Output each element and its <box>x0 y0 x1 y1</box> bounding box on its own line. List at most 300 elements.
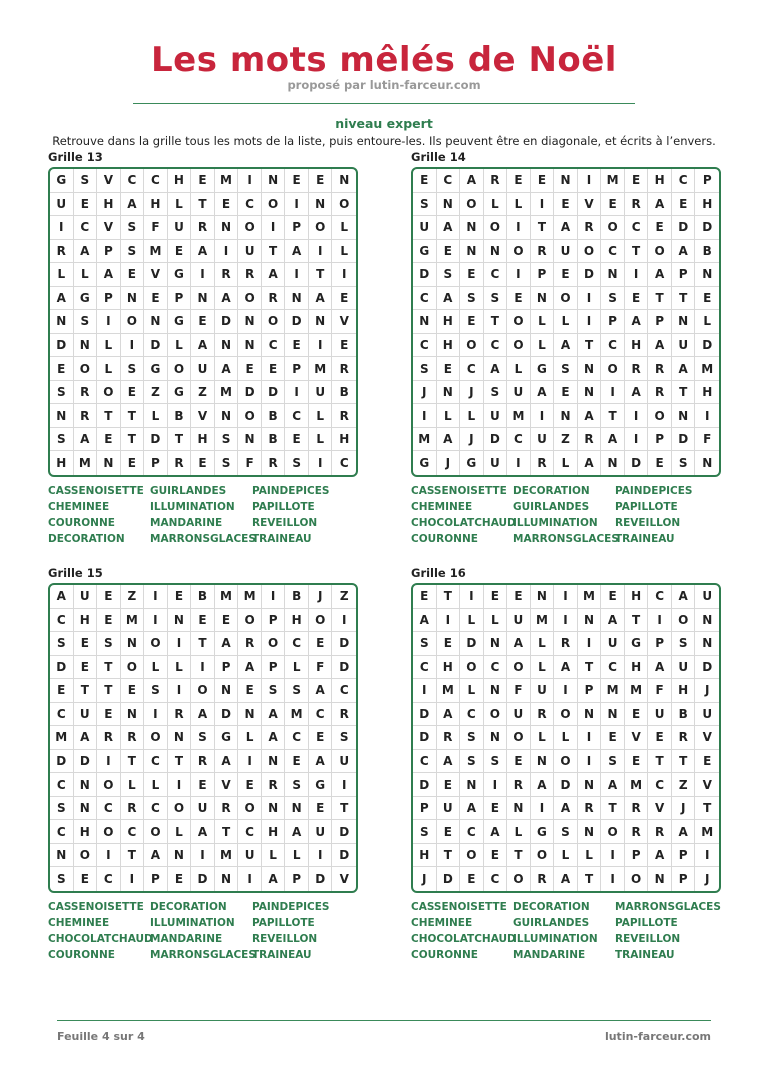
grid-cell[interactable]: C <box>285 632 309 656</box>
grid-cell[interactable]: E <box>191 451 215 475</box>
grid-cell[interactable]: E <box>460 263 484 287</box>
grid-cell[interactable]: R <box>121 797 145 821</box>
grid-cell[interactable]: I <box>484 773 508 797</box>
grid-cell[interactable]: E <box>121 451 145 475</box>
grid-cell[interactable]: S <box>215 428 239 452</box>
grid-cell[interactable]: B <box>168 404 192 428</box>
grid-cell[interactable]: E <box>484 844 508 868</box>
grid-cell[interactable]: C <box>460 357 484 381</box>
grid-cell[interactable]: A <box>309 287 333 311</box>
grid-cell[interactable]: V <box>625 726 649 750</box>
grid-cell[interactable]: T <box>531 216 555 240</box>
grid-cell[interactable]: I <box>648 609 672 633</box>
grid-cell[interactable]: T <box>601 797 625 821</box>
grid-cell[interactable]: E <box>238 357 262 381</box>
grid-cell[interactable]: L <box>50 263 74 287</box>
grid-cell[interactable]: T <box>309 263 333 287</box>
grid-cell[interactable]: N <box>437 193 461 217</box>
grid-cell[interactable]: A <box>74 726 98 750</box>
grid-cell[interactable]: D <box>413 703 437 727</box>
grid-cell[interactable]: E <box>648 451 672 475</box>
grid-cell[interactable]: R <box>238 263 262 287</box>
grid-cell[interactable]: P <box>168 287 192 311</box>
grid-cell[interactable]: N <box>309 193 333 217</box>
grid-cell[interactable]: H <box>74 609 98 633</box>
grid-cell[interactable]: L <box>507 820 531 844</box>
grid-cell[interactable]: I <box>309 334 333 358</box>
grid-cell[interactable]: F <box>695 428 719 452</box>
grid-cell[interactable]: T <box>121 750 145 774</box>
grid-cell[interactable]: I <box>332 773 356 797</box>
grid-cell[interactable]: R <box>97 726 121 750</box>
grid-cell[interactable]: D <box>332 632 356 656</box>
grid-cell[interactable]: I <box>554 609 578 633</box>
grid-cell[interactable]: A <box>554 656 578 680</box>
grid-cell[interactable]: I <box>97 844 121 868</box>
grid-cell[interactable]: S <box>554 820 578 844</box>
grid-cell[interactable]: A <box>484 820 508 844</box>
grid-cell[interactable]: A <box>238 656 262 680</box>
grid-cell[interactable]: T <box>215 820 239 844</box>
grid-cell[interactable]: I <box>695 404 719 428</box>
grid-cell[interactable]: M <box>309 357 333 381</box>
grid-cell[interactable]: B <box>191 585 215 609</box>
grid-cell[interactable]: M <box>74 451 98 475</box>
grid-cell[interactable]: D <box>484 428 508 452</box>
grid-cell[interactable]: G <box>144 357 168 381</box>
grid-cell[interactable]: J <box>413 381 437 405</box>
grid-cell[interactable]: G <box>168 381 192 405</box>
grid-cell[interactable]: N <box>74 773 98 797</box>
grid-cell[interactable]: M <box>695 820 719 844</box>
grid-cell[interactable]: O <box>648 404 672 428</box>
grid-cell[interactable]: D <box>413 726 437 750</box>
grid-cell[interactable]: U <box>238 844 262 868</box>
grid-cell[interactable]: O <box>238 216 262 240</box>
grid-cell[interactable]: S <box>413 632 437 656</box>
grid-cell[interactable]: G <box>74 287 98 311</box>
grid-cell[interactable]: T <box>648 287 672 311</box>
grid-cell[interactable]: L <box>507 193 531 217</box>
grid-cell[interactable]: I <box>554 679 578 703</box>
grid-cell[interactable]: L <box>460 609 484 633</box>
grid-cell[interactable]: R <box>578 428 602 452</box>
grid-cell[interactable]: T <box>168 428 192 452</box>
grid-cell[interactable]: E <box>238 679 262 703</box>
grid-cell[interactable]: S <box>50 867 74 891</box>
grid-cell[interactable]: H <box>413 844 437 868</box>
grid-cell[interactable]: C <box>238 820 262 844</box>
grid-cell[interactable]: G <box>168 263 192 287</box>
grid-cell[interactable]: Z <box>144 381 168 405</box>
grid-cell[interactable]: P <box>601 310 625 334</box>
grid-cell[interactable]: R <box>332 404 356 428</box>
grid-cell[interactable]: L <box>460 679 484 703</box>
grid-cell[interactable]: E <box>97 428 121 452</box>
grid-cell[interactable]: N <box>695 609 719 633</box>
grid-cell[interactable]: O <box>507 867 531 891</box>
grid-cell[interactable]: I <box>413 679 437 703</box>
grid-cell[interactable]: I <box>531 797 555 821</box>
grid-cell[interactable]: E <box>484 797 508 821</box>
grid-cell[interactable]: S <box>74 169 98 193</box>
grid-cell[interactable]: E <box>191 773 215 797</box>
grid-cell[interactable]: I <box>578 169 602 193</box>
grid-cell[interactable]: A <box>262 867 286 891</box>
grid-cell[interactable]: I <box>285 263 309 287</box>
grid-cell[interactable]: N <box>215 404 239 428</box>
grid-cell[interactable]: E <box>285 750 309 774</box>
grid-cell[interactable]: C <box>648 585 672 609</box>
grid-cell[interactable]: O <box>191 679 215 703</box>
grid-cell[interactable]: I <box>309 240 333 264</box>
grid-cell[interactable]: R <box>578 797 602 821</box>
grid-cell[interactable]: S <box>413 357 437 381</box>
grid-cell[interactable]: O <box>262 632 286 656</box>
grid-cell[interactable]: I <box>238 750 262 774</box>
grid-cell[interactable]: O <box>554 750 578 774</box>
grid-cell[interactable]: M <box>121 609 145 633</box>
grid-cell[interactable]: C <box>144 169 168 193</box>
grid-cell[interactable]: N <box>262 750 286 774</box>
grid-cell[interactable]: O <box>262 193 286 217</box>
grid-cell[interactable]: H <box>262 820 286 844</box>
grid-cell[interactable]: S <box>332 726 356 750</box>
grid-cell[interactable]: A <box>191 240 215 264</box>
grid-cell[interactable]: O <box>554 287 578 311</box>
grid-cell[interactable]: O <box>121 310 145 334</box>
grid-cell[interactable]: A <box>285 820 309 844</box>
grid-cell[interactable]: C <box>285 726 309 750</box>
grid-cell[interactable]: N <box>460 216 484 240</box>
grid-cell[interactable]: P <box>97 240 121 264</box>
grid-cell[interactable]: C <box>332 679 356 703</box>
grid-cell[interactable]: A <box>601 428 625 452</box>
grid-cell[interactable]: B <box>332 381 356 405</box>
grid-cell[interactable]: C <box>144 750 168 774</box>
grid-cell[interactable]: E <box>168 585 192 609</box>
grid-cell[interactable]: N <box>238 703 262 727</box>
grid-cell[interactable]: I <box>121 334 145 358</box>
grid-cell[interactable]: A <box>460 797 484 821</box>
grid-cell[interactable]: L <box>144 773 168 797</box>
grid-cell[interactable]: O <box>238 287 262 311</box>
grid-cell[interactable]: A <box>437 216 461 240</box>
grid-cell[interactable]: C <box>50 820 74 844</box>
grid-cell[interactable]: H <box>50 451 74 475</box>
grid-cell[interactable]: V <box>144 263 168 287</box>
grid-cell[interactable]: R <box>191 750 215 774</box>
grid-cell[interactable]: N <box>215 216 239 240</box>
grid-cell[interactable]: O <box>460 334 484 358</box>
grid-cell[interactable]: F <box>309 656 333 680</box>
grid-cell[interactable]: I <box>460 585 484 609</box>
grid-cell[interactable]: N <box>50 844 74 868</box>
grid-cell[interactable]: C <box>601 334 625 358</box>
grid-cell[interactable]: N <box>648 867 672 891</box>
grid-cell[interactable]: I <box>144 585 168 609</box>
grid-cell[interactable]: T <box>437 585 461 609</box>
grid-cell[interactable]: J <box>672 797 696 821</box>
grid-cell[interactable]: I <box>507 216 531 240</box>
grid-cell[interactable]: E <box>309 169 333 193</box>
grid-cell[interactable]: E <box>625 750 649 774</box>
grid-cell[interactable]: A <box>672 585 696 609</box>
grid-cell[interactable]: D <box>144 334 168 358</box>
grid-cell[interactable]: I <box>168 632 192 656</box>
grid-cell[interactable]: D <box>50 750 74 774</box>
grid-cell[interactable]: H <box>695 193 719 217</box>
grid-cell[interactable]: M <box>215 585 239 609</box>
grid-cell[interactable]: N <box>50 310 74 334</box>
grid-cell[interactable]: E <box>332 334 356 358</box>
grid-cell[interactable]: E <box>50 679 74 703</box>
grid-cell[interactable]: A <box>554 797 578 821</box>
grid-cell[interactable]: C <box>413 750 437 774</box>
grid-cell[interactable]: I <box>191 656 215 680</box>
grid-cell[interactable]: E <box>507 169 531 193</box>
grid-cell[interactable]: M <box>507 404 531 428</box>
grid-cell[interactable]: N <box>309 310 333 334</box>
grid-cell[interactable]: F <box>648 679 672 703</box>
grid-cell[interactable]: H <box>332 428 356 452</box>
grid-cell[interactable]: P <box>285 867 309 891</box>
grid-cell[interactable]: I <box>332 609 356 633</box>
grid-cell[interactable]: A <box>309 679 333 703</box>
grid-cell[interactable]: N <box>460 240 484 264</box>
grid-cell[interactable]: R <box>531 240 555 264</box>
grid-cell[interactable]: H <box>625 656 649 680</box>
grid-cell[interactable]: O <box>578 240 602 264</box>
grid-cell[interactable]: C <box>413 287 437 311</box>
grid-cell[interactable]: E <box>413 585 437 609</box>
grid-cell[interactable]: D <box>625 451 649 475</box>
grid-cell[interactable]: I <box>437 609 461 633</box>
grid-cell[interactable]: S <box>460 287 484 311</box>
grid-cell[interactable]: A <box>648 656 672 680</box>
grid-cell[interactable]: T <box>625 240 649 264</box>
grid-cell[interactable]: O <box>601 216 625 240</box>
grid-cell[interactable]: R <box>507 773 531 797</box>
grid-cell[interactable]: F <box>238 451 262 475</box>
grid-cell[interactable]: O <box>460 656 484 680</box>
grid-cell[interactable]: A <box>262 726 286 750</box>
grid-cell[interactable]: N <box>168 726 192 750</box>
grid-cell[interactable]: H <box>97 193 121 217</box>
grid-cell[interactable]: E <box>507 585 531 609</box>
grid-cell[interactable]: I <box>332 263 356 287</box>
grid-cell[interactable]: L <box>168 656 192 680</box>
grid-cell[interactable]: P <box>262 609 286 633</box>
grid-cell[interactable]: R <box>215 263 239 287</box>
grid-cell[interactable]: L <box>309 428 333 452</box>
grid-cell[interactable]: E <box>74 632 98 656</box>
grid-cell[interactable]: P <box>413 797 437 821</box>
grid-cell[interactable]: P <box>625 844 649 868</box>
grid-cell[interactable]: S <box>50 381 74 405</box>
grid-cell[interactable]: L <box>554 451 578 475</box>
grid-cell[interactable]: U <box>672 334 696 358</box>
grid-cell[interactable]: O <box>531 844 555 868</box>
grid-cell[interactable]: S <box>484 287 508 311</box>
grid-cell[interactable]: P <box>695 169 719 193</box>
grid-cell[interactable]: U <box>507 703 531 727</box>
grid-cell[interactable]: H <box>695 381 719 405</box>
grid-cell[interactable]: H <box>672 679 696 703</box>
grid-cell[interactable]: N <box>215 867 239 891</box>
grid-cell[interactable]: A <box>601 609 625 633</box>
grid-cell[interactable]: N <box>262 169 286 193</box>
grid-cell[interactable]: C <box>672 169 696 193</box>
grid-cell[interactable]: J <box>695 679 719 703</box>
grid-cell[interactable]: H <box>168 169 192 193</box>
grid-cell[interactable]: N <box>121 287 145 311</box>
grid-cell[interactable]: F <box>507 679 531 703</box>
grid-cell[interactable]: V <box>648 797 672 821</box>
grid-cell[interactable]: A <box>121 193 145 217</box>
grid-cell[interactable]: S <box>121 357 145 381</box>
grid-cell[interactable]: A <box>215 357 239 381</box>
grid-cell[interactable]: I <box>168 773 192 797</box>
grid-cell[interactable]: E <box>672 193 696 217</box>
grid-cell[interactable]: Z <box>121 585 145 609</box>
grid-cell[interactable]: C <box>309 703 333 727</box>
grid-cell[interactable]: E <box>50 357 74 381</box>
grid-cell[interactable]: T <box>121 428 145 452</box>
grid-cell[interactable]: L <box>97 357 121 381</box>
grid-cell[interactable]: D <box>695 216 719 240</box>
grid-cell[interactable]: C <box>437 169 461 193</box>
grid-cell[interactable]: A <box>191 334 215 358</box>
grid-cell[interactable]: N <box>413 310 437 334</box>
grid-cell[interactable]: G <box>460 451 484 475</box>
grid-cell[interactable]: Z <box>672 773 696 797</box>
grid-cell[interactable]: N <box>262 797 286 821</box>
grid-cell[interactable]: D <box>672 216 696 240</box>
grid-cell[interactable]: E <box>601 193 625 217</box>
grid-cell[interactable]: O <box>460 193 484 217</box>
grid-cell[interactable]: D <box>413 773 437 797</box>
grid-cell[interactable]: R <box>625 820 649 844</box>
grid-cell[interactable]: E <box>460 867 484 891</box>
grid-cell[interactable]: A <box>601 773 625 797</box>
grid-cell[interactable]: U <box>695 703 719 727</box>
grid-cell[interactable]: E <box>332 287 356 311</box>
grid-cell[interactable]: N <box>215 679 239 703</box>
grid-cell[interactable]: B <box>262 404 286 428</box>
grid-cell[interactable]: N <box>144 310 168 334</box>
grid-cell[interactable]: I <box>578 310 602 334</box>
grid-cell[interactable]: R <box>74 381 98 405</box>
grid-cell[interactable]: E <box>121 679 145 703</box>
grid-cell[interactable]: U <box>601 632 625 656</box>
grid-cell[interactable]: R <box>262 451 286 475</box>
grid-cell[interactable]: O <box>168 797 192 821</box>
grid-cell[interactable]: L <box>74 263 98 287</box>
grid-cell[interactable]: T <box>262 240 286 264</box>
grid-cell[interactable]: N <box>121 703 145 727</box>
grid-cell[interactable]: A <box>484 357 508 381</box>
grid-cell[interactable]: O <box>507 310 531 334</box>
grid-cell[interactable]: T <box>437 844 461 868</box>
grid-cell[interactable]: N <box>97 451 121 475</box>
grid-cell[interactable]: N <box>74 334 98 358</box>
grid-cell[interactable]: L <box>554 726 578 750</box>
grid-cell[interactable]: N <box>578 820 602 844</box>
grid-cell[interactable]: T <box>507 844 531 868</box>
grid-cell[interactable]: E <box>309 797 333 821</box>
grid-cell[interactable]: O <box>507 240 531 264</box>
grid-cell[interactable]: E <box>695 287 719 311</box>
grid-cell[interactable]: M <box>695 357 719 381</box>
grid-cell[interactable]: I <box>554 585 578 609</box>
grid-cell[interactable]: I <box>601 381 625 405</box>
grid-cell[interactable]: A <box>191 820 215 844</box>
grid-cell[interactable]: E <box>437 773 461 797</box>
grid-cell[interactable]: R <box>238 632 262 656</box>
grid-cell[interactable]: N <box>285 287 309 311</box>
grid-cell[interactable]: T <box>695 797 719 821</box>
grid-cell[interactable]: B <box>695 240 719 264</box>
grid-cell[interactable]: I <box>238 169 262 193</box>
grid-cell[interactable]: N <box>191 287 215 311</box>
grid-cell[interactable]: E <box>531 169 555 193</box>
grid-cell[interactable]: V <box>97 216 121 240</box>
grid-cell[interactable]: S <box>50 428 74 452</box>
grid-cell[interactable]: N <box>702 456 713 471</box>
grid-cell[interactable]: A <box>531 773 555 797</box>
grid-cell[interactable]: U <box>168 216 192 240</box>
grid-cell[interactable]: S <box>97 632 121 656</box>
grid-cell[interactable]: D <box>285 310 309 334</box>
grid-cell[interactable]: S <box>191 726 215 750</box>
grid-cell[interactable]: E <box>507 287 531 311</box>
grid-cell[interactable]: O <box>507 334 531 358</box>
grid-cell[interactable]: L <box>332 240 356 264</box>
grid-cell[interactable]: G <box>531 820 555 844</box>
grid-cell[interactable]: I <box>695 844 719 868</box>
grid-cell[interactable]: U <box>332 750 356 774</box>
grid-cell[interactable]: N <box>74 797 98 821</box>
grid-cell[interactable]: D <box>332 844 356 868</box>
grid-cell[interactable]: G <box>215 726 239 750</box>
grid-cell[interactable]: L <box>238 726 262 750</box>
grid-cell[interactable]: P <box>262 656 286 680</box>
grid-cell[interactable]: V <box>97 169 121 193</box>
grid-cell[interactable]: P <box>531 263 555 287</box>
grid-cell[interactable]: I <box>531 193 555 217</box>
grid-cell[interactable]: E <box>625 287 649 311</box>
grid-cell[interactable]: U <box>50 193 74 217</box>
grid-cell[interactable]: C <box>601 656 625 680</box>
grid-cell[interactable]: O <box>97 773 121 797</box>
grid-cell[interactable]: A <box>74 240 98 264</box>
grid-cell[interactable]: R <box>554 632 578 656</box>
grid-cell[interactable]: C <box>262 334 286 358</box>
grid-cell[interactable]: L <box>144 656 168 680</box>
grid-cell[interactable]: E <box>168 240 192 264</box>
grid-cell[interactable]: N <box>531 287 555 311</box>
grid-cell[interactable]: L <box>285 656 309 680</box>
grid-cell[interactable]: A <box>507 632 531 656</box>
grid-cell[interactable]: E <box>285 334 309 358</box>
grid-cell[interactable]: C <box>484 867 508 891</box>
grid-cell[interactable]: E <box>507 750 531 774</box>
grid-cell[interactable]: C <box>285 404 309 428</box>
grid-cell[interactable]: E <box>74 193 98 217</box>
grid-cell[interactable]: U <box>507 381 531 405</box>
grid-cell[interactable]: I <box>215 240 239 264</box>
